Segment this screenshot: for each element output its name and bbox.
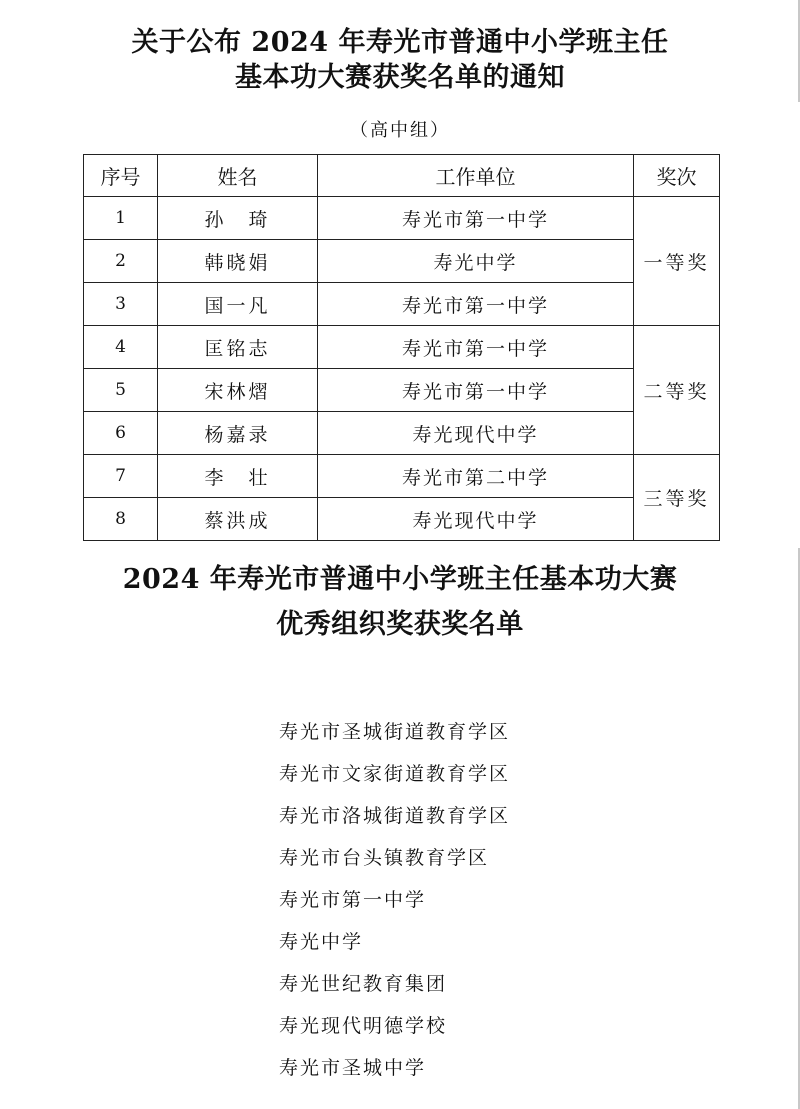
- org-award-title-line1: 2024 年寿光市普通中小学班主任基本功大赛: [122, 564, 678, 595]
- cell-name: 国一凡: [158, 283, 318, 326]
- notice-title-line1: 关于公布 2024 年寿光市普通中小学班主任: [131, 27, 669, 58]
- cell-name: 孙 琦: [158, 197, 318, 240]
- table-row: [84, 369, 720, 412]
- list-item: 寿光市圣城中学: [279, 1057, 427, 1079]
- cell-no: 4: [84, 326, 158, 369]
- cell-name: 宋林熠: [158, 369, 318, 412]
- cell-prize-third: 三等奖: [634, 455, 720, 541]
- cell-unit: 寿光市第一中学: [318, 197, 634, 240]
- table-row: [84, 498, 720, 541]
- cell-no: 3: [84, 283, 158, 326]
- table-row: [84, 412, 720, 455]
- cell-unit: 寿光市第一中学: [318, 326, 634, 369]
- list-item: 寿光市台头镇教育学区: [279, 847, 490, 869]
- table-row: [84, 240, 720, 283]
- list-item: 寿光市第一中学: [279, 889, 427, 911]
- list-item: 寿光市洛城街道教育学区: [279, 805, 511, 827]
- table-row: [84, 326, 720, 369]
- list-item: 寿光市文家街道教育学区: [279, 763, 511, 785]
- cell-prize-first: 一等奖: [634, 197, 720, 326]
- table-row: [84, 197, 720, 240]
- cell-unit: 寿光中学: [318, 240, 634, 283]
- header-unit: 工作单位: [318, 155, 634, 197]
- cell-no: 1: [84, 197, 158, 240]
- table-row: [84, 455, 720, 498]
- org-award-title-line2: 优秀组织奖获奖名单: [276, 609, 524, 640]
- cell-unit: 寿光现代中学: [318, 412, 634, 455]
- org-award-list: [279, 715, 510, 1093]
- cell-name: 李 壮: [158, 455, 318, 498]
- list-item: 寿光世纪教育集团: [279, 973, 448, 995]
- notice-title-line2: 基本功大赛获奖名单的通知: [235, 62, 565, 93]
- cell-no: 8: [84, 498, 158, 541]
- cell-name: 匡铭志: [158, 326, 318, 369]
- cell-no: 6: [84, 412, 158, 455]
- cell-unit: 寿光现代中学: [318, 498, 634, 541]
- cell-no: 2: [84, 240, 158, 283]
- cell-name: 蔡洪成: [158, 498, 318, 541]
- cell-no: 5: [84, 369, 158, 412]
- list-item: 寿光中学: [279, 931, 364, 953]
- header-prize: 奖次: [634, 155, 720, 197]
- group-label: （高中组）: [350, 120, 450, 141]
- table-header-row: [84, 155, 720, 197]
- list-item: 寿光现代明德学校: [279, 1015, 448, 1037]
- cell-unit: 寿光市第一中学: [318, 283, 634, 326]
- table-row: [84, 283, 720, 326]
- cell-prize-second: 二等奖: [634, 326, 720, 455]
- cell-unit: 寿光市第二中学: [318, 455, 634, 498]
- header-name: 姓名: [158, 155, 318, 197]
- award-table: [83, 154, 720, 541]
- cell-name: 杨嘉录: [158, 412, 318, 455]
- list-item: 寿光市圣城街道教育学区: [279, 721, 511, 743]
- cell-no: 7: [84, 455, 158, 498]
- header-no: 序号: [84, 155, 158, 197]
- cell-name: 韩晓娟: [158, 240, 318, 283]
- cell-unit: 寿光市第一中学: [318, 369, 634, 412]
